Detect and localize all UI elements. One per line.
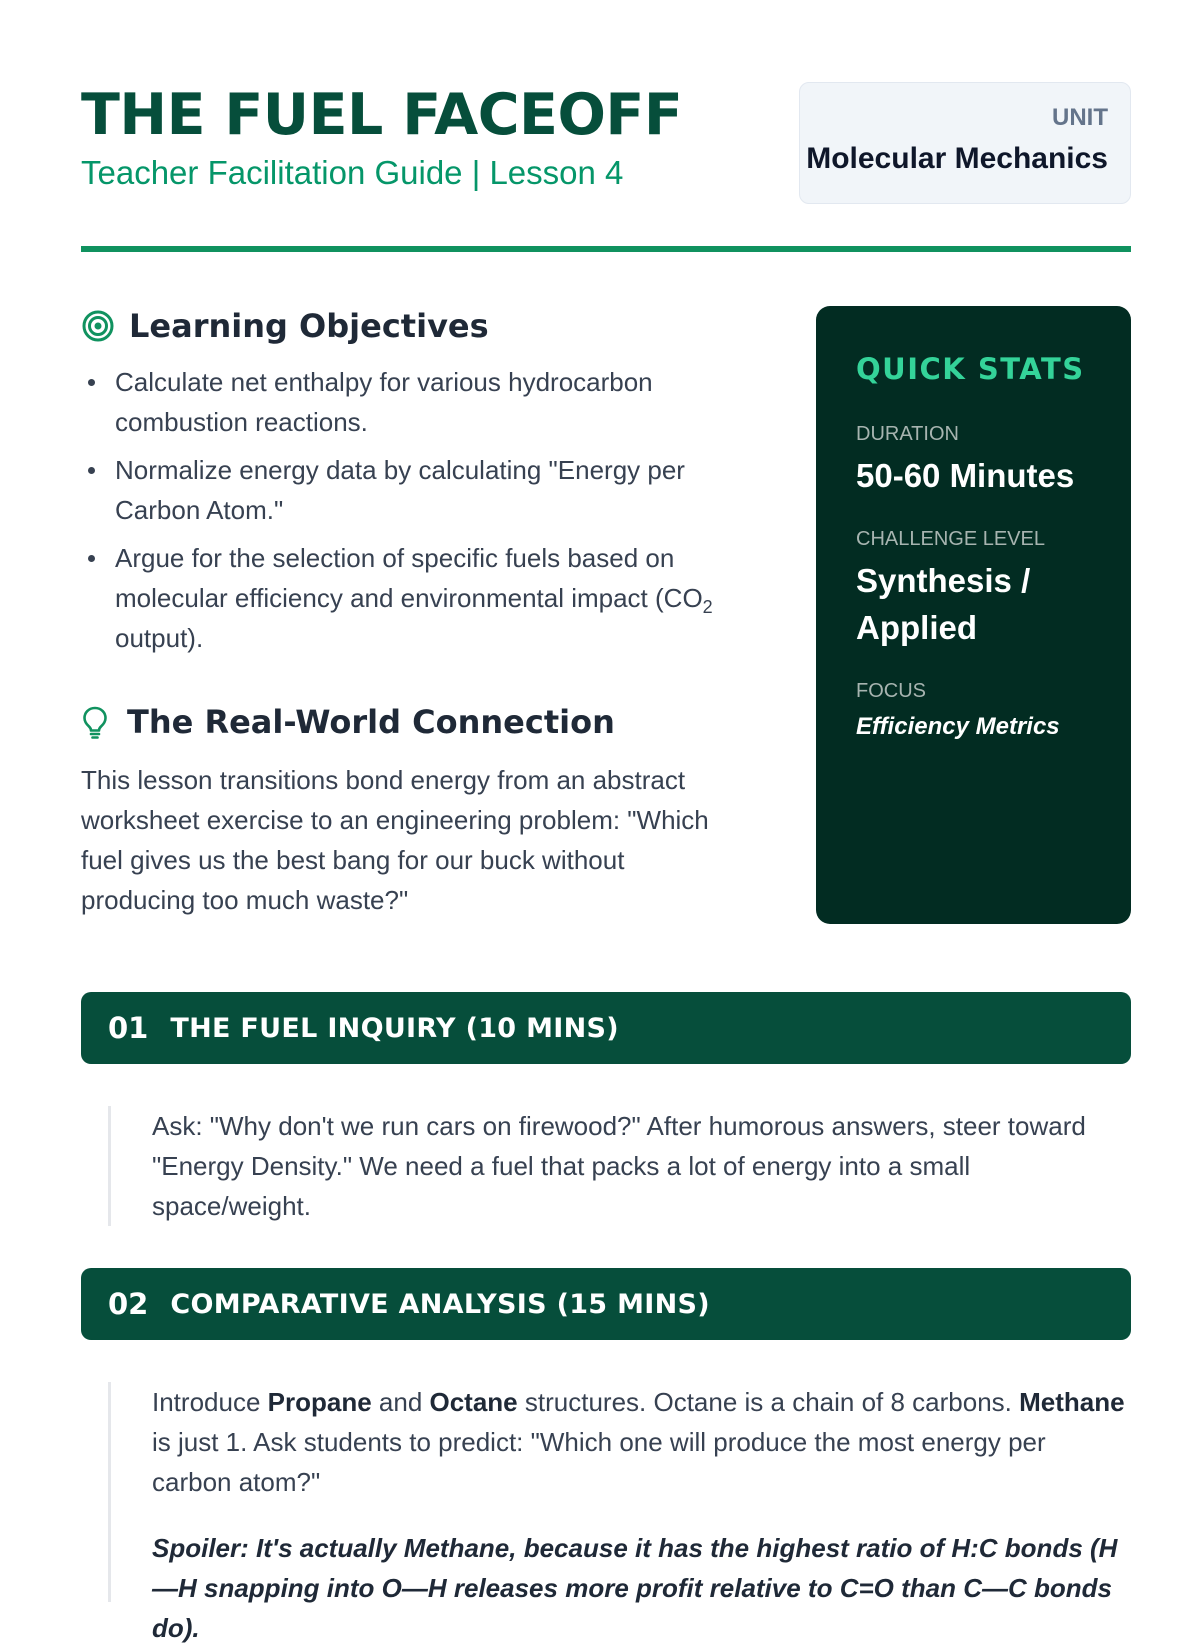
guide-page xyxy=(81,82,1131,1643)
page-subtitle: Teacher Facilitation Guide | Lesson 4 xyxy=(81,154,624,191)
step-body-1 xyxy=(108,1106,1131,1226)
text-fragment: is just 1. Ask students to predict: "Which one will produce the most energy per carbon atom?" xyxy=(152,1427,1046,1497)
step-text: Ask: "Why don't we run cars on firewood?" After humorous answers, steer toward "Energy Density." We need a fuel that packs a lot of energy into a small space/weight. xyxy=(152,1111,1086,1221)
quick-stats-panel xyxy=(816,306,1131,924)
real-world-text: This lesson transitions bond energy from an abstract worksheet exercise to an engineering problem: "Which fuel gives us the best bang for our buck without producing too much waste?" xyxy=(81,765,709,915)
unit-badge xyxy=(799,82,1131,204)
focus-label: FOCUS xyxy=(856,680,926,702)
page-title: THE FUEL FACEOFF xyxy=(81,82,683,148)
challenge-value: Synthesis / Applied xyxy=(856,562,1031,646)
lightbulb-icon xyxy=(81,705,109,739)
duration-label: DURATION xyxy=(856,423,959,445)
focus-value: Efficiency Metrics xyxy=(856,713,1060,740)
objective-text: Argue for the selection of specific fuels based on molecular efficiency and environmental impact (CO xyxy=(115,543,703,613)
header xyxy=(81,82,1131,252)
quick-stats-title: QUICK STATS xyxy=(856,352,1085,386)
term-methane: Methane xyxy=(1019,1387,1125,1417)
spoiler-text: Spoiler: It's actually Methane, because it has the highest ratio of H:C bonds (H—H snapping into O—H releases more profit relative to C=O than C—C bonds do). xyxy=(152,1533,1118,1643)
objective-text-end: output). xyxy=(115,623,204,653)
text-fragment: structures. Octane is a chain of 8 carbons. xyxy=(517,1387,1020,1417)
unit-label: UNIT xyxy=(1052,104,1108,131)
left-column xyxy=(81,304,741,920)
objectives-list xyxy=(81,362,741,658)
text-fragment: and xyxy=(371,1387,430,1417)
target-icon xyxy=(81,309,115,343)
duration-value: 50-60 Minutes xyxy=(856,457,1075,494)
text-fragment: Introduce xyxy=(152,1387,268,1417)
real-world-heading xyxy=(81,700,741,744)
step-title: COMPARATIVE ANALYSIS (15 MINS) xyxy=(170,1288,710,1320)
step-number: 02 xyxy=(108,1287,149,1321)
list-item: Calculate net enthalpy for various hydrocarbon combustion reactions. xyxy=(115,362,741,442)
step-text xyxy=(152,1382,1131,1502)
challenge-label: CHALLENGE LEVEL xyxy=(856,528,1045,550)
header-divider xyxy=(81,246,1131,252)
subscript-2: 2 xyxy=(702,597,713,618)
objectives-heading xyxy=(81,304,741,348)
real-world-heading-text: The Real-World Connection xyxy=(127,703,615,741)
objectives-heading-text: Learning Objectives xyxy=(129,307,489,345)
step-title: THE FUEL INQUIRY (10 MINS) xyxy=(170,1012,619,1044)
list-item xyxy=(115,538,741,658)
step-body-2 xyxy=(108,1382,1131,1643)
step-number: 01 xyxy=(108,1011,149,1045)
step-header-2 xyxy=(81,1268,1131,1340)
list-item: Normalize energy data by calculating "Energy per Carbon Atom." xyxy=(115,450,741,530)
step-header-1 xyxy=(81,992,1131,1064)
unit-value: Molecular Mechanics xyxy=(806,142,1108,175)
term-propane: Propane xyxy=(267,1387,372,1417)
term-octane: Octane xyxy=(429,1387,518,1417)
